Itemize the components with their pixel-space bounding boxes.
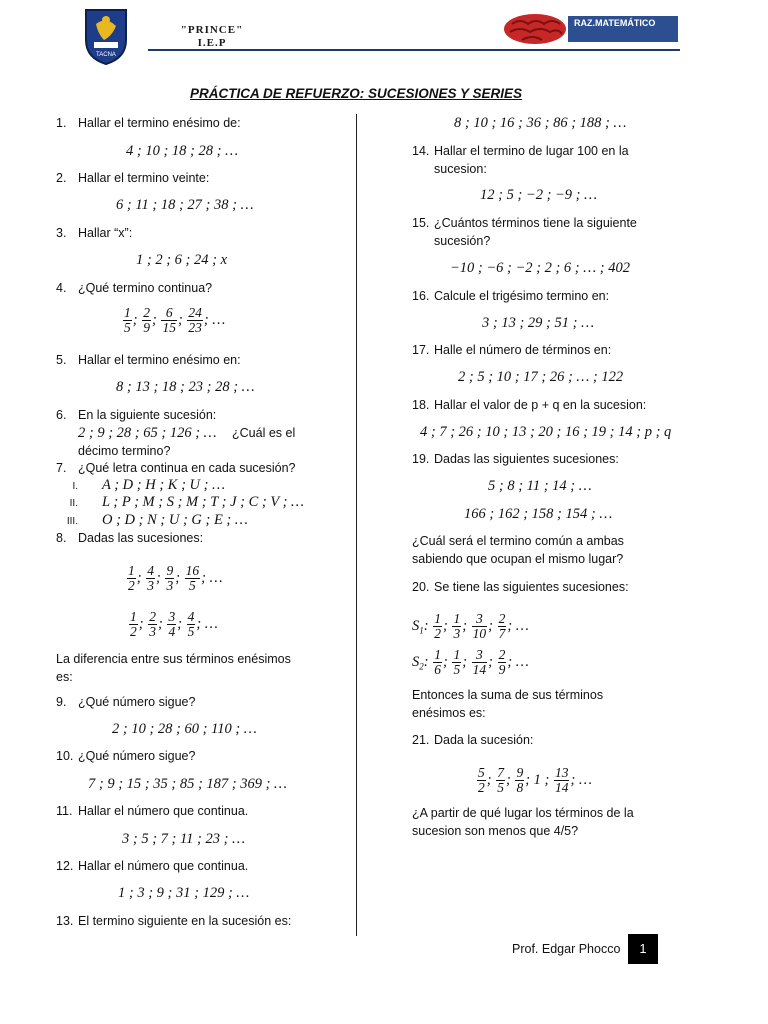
seal-text: TACNA: [96, 52, 116, 58]
fraction-sequence-s2: $S_2$: $\frac{1}{6}$ ; $\frac{1}{5}$ ; $\frac{3}{14}$ ; $\frac{2}{9}$ ; …: [412, 647, 529, 677]
question-number: 4.: [56, 281, 67, 295]
page-title: PRÁCTICA DE REFUERZO: SUCESIONES Y SERIES: [189, 86, 523, 101]
fraction: $\frac{2}{9}$: [498, 647, 506, 677]
fraction: $\frac{3}{10}$: [472, 611, 487, 641]
question-text: ¿Qué termino continua?: [78, 281, 213, 295]
question-text: Calcule el trigésimo termino en:: [434, 289, 610, 303]
question-number: 11.: [56, 804, 73, 818]
question-text: ¿Cuántos términos tiene la siguiente: [434, 216, 637, 230]
question-text-continued: ¿Cuál es el: [232, 426, 296, 440]
fraction: $\frac{24}{23}$: [188, 305, 202, 335]
fraction: $\frac{4}{3}$: [147, 563, 154, 593]
page-number: 1: [628, 934, 658, 964]
question-text: Se tiene las siguientes sucesiones:: [434, 580, 629, 594]
sequence: 4 ; 10 ; 18 ; 28 ; …: [126, 143, 238, 159]
column-divider: [356, 114, 357, 936]
question-text: Hallar el número que continua.: [78, 859, 249, 873]
question-number: 12.: [56, 859, 74, 873]
question-text: Hallar el número que continua.: [78, 804, 249, 818]
question-text: Hallar el termino enésimo de:: [78, 116, 241, 130]
fraction: $\frac{1}{5}$: [124, 305, 131, 335]
question-text: Hallar “x”:: [78, 226, 133, 240]
question-number: 1.: [56, 116, 67, 130]
question-number: 20.: [412, 580, 430, 594]
question-text: Halle el número de términos en:: [434, 343, 612, 357]
question-followup: es:: [56, 670, 73, 684]
question-text-continued: sucesión?: [434, 234, 491, 248]
fraction: $\frac{5}{2}$: [478, 765, 485, 795]
school-name-line1: "PRINCE": [180, 24, 244, 36]
question-text: Dadas las siguientes sucesiones:: [434, 452, 619, 466]
fraction: $\frac{16}{5}$: [185, 563, 200, 593]
fraction: $\frac{1}{5}$: [453, 647, 461, 677]
fraction-sequence-a: $\frac{1}{2}$ ; $\frac{4}{3}$ ; $\frac{9}{3}$ ; $\frac{16}{5}$ ; …: [128, 563, 223, 593]
letter-sequence: L ; P ; M ; S ; M ; T ; J ; C ; V ; …: [102, 494, 304, 510]
fraction: $\frac{2}{9}$: [143, 305, 150, 335]
question-number: 5.: [56, 353, 67, 367]
sequence: 2 ; 9 ; 28 ; 65 ; 126 ; …: [78, 425, 217, 441]
sequence: 12 ; 5 ; −2 ; −9 ; …: [480, 187, 598, 203]
fraction: $\frac{4}{5}$: [187, 609, 195, 639]
question-number: 19.: [412, 452, 430, 466]
school-name: [172, 24, 252, 50]
fraction: $\frac{1}{2}$: [128, 563, 135, 593]
sequence: 4 ; 7 ; 26 ; 10 ; 13 ; 20 ; 16 ; 19 ; 14 ; p ; q: [420, 424, 672, 440]
fraction: $\frac{1}{2}$: [434, 611, 441, 641]
question-text: El termino siguiente en la sucesión es:: [78, 914, 292, 928]
fraction: $\frac{2}{3}$: [149, 609, 156, 639]
fraction: $\frac{9}{8}$: [516, 765, 524, 795]
question-followup: sucesion son menos que 4/5?: [412, 824, 579, 838]
question-text-continued: sucesion:: [434, 162, 487, 176]
fraction-sequence-s1: $S_1$: $\frac{1}{2}$ ; $\frac{1}{3}$ ; $\frac{3}{10}$ ; $\frac{2}{7}$ ; …: [412, 611, 529, 641]
sequence: 2 ; 10 ; 28 ; 60 ; 110 ; …: [112, 721, 257, 737]
question-text: ¿Qué número sigue?: [78, 749, 196, 763]
question-followup: La diferencia entre sus términos enésimos: [56, 652, 291, 666]
question-text: Dadas las sucesiones:: [78, 531, 204, 545]
question-number: 3.: [56, 226, 67, 240]
sequence: 2 ; 5 ; 10 ; 17 ; 26 ; … ; 122: [458, 369, 624, 385]
fraction-sequence-b: $\frac{1}{2}$ ; $\frac{2}{3}$ ; $\frac{3}{4}$ ; $\frac{4}{5}$ ; …: [130, 609, 218, 639]
sequence: 8 ; 10 ; 16 ; 36 ; 86 ; 188 ; …: [454, 115, 627, 131]
author-name: Prof. Edgar Phocco: [512, 942, 621, 956]
question-number: 14.: [412, 144, 430, 158]
sequence: 8 ; 13 ; 18 ; 23 ; 28 ; …: [116, 379, 255, 395]
question-number: 2.: [56, 171, 67, 185]
question-number: 7.: [56, 461, 67, 475]
sequence: 3 ; 5 ; 7 ; 11 ; 23 ; …: [122, 831, 245, 847]
sequence: 1 ; 3 ; 9 ; 31 ; 129 ; …: [118, 885, 250, 901]
sequence: 7 ; 9 ; 15 ; 35 ; 85 ; 187 ; 369 ; …: [88, 776, 287, 792]
question-text: ¿Qué número sigue?: [78, 695, 196, 709]
fraction: $\frac{1}{3}$: [453, 611, 461, 641]
fraction: $\frac{6}{15}$: [162, 305, 176, 335]
sequence: 3 ; 13 ; 29 ; 51 ; …: [482, 315, 594, 331]
question-number: 18.: [412, 398, 430, 412]
question-number: 15.: [412, 216, 430, 230]
fraction: $\frac{9}{3}$: [166, 563, 174, 593]
question-followup: ¿Cuál será el termino común a ambas: [412, 534, 624, 548]
question-number: 16.: [412, 289, 430, 303]
brain-icon: [502, 12, 568, 46]
question-text: En la siguiente sucesión:: [78, 408, 217, 422]
sequence: −10 ; −6 ; −2 ; 2 ; 6 ; … ; 402: [450, 260, 630, 276]
raz-matematico-badge: RAZ.MATEMÁTICO: [568, 16, 678, 42]
question-followup: enésimos es:: [412, 706, 486, 720]
question-number: 17.: [412, 343, 430, 357]
roman-numeral: II.: [69, 498, 78, 509]
sequence: 6 ; 11 ; 18 ; 27 ; 38 ; …: [116, 197, 254, 213]
fraction: $\frac{1}{2}$: [130, 609, 137, 639]
fraction: $\frac{1}{6}$: [434, 647, 441, 677]
question-text-continued: décimo termino?: [78, 444, 171, 458]
question-text: Hallar el termino enésimo en:: [78, 353, 241, 367]
sequence: 1 ; 2 ; 6 ; 24 ; x: [136, 252, 228, 268]
question-number: 21.: [412, 733, 430, 747]
question-number: 10.: [56, 749, 74, 763]
question-number: 8.: [56, 531, 67, 545]
sequence-a: 5 ; 8 ; 11 ; 14 ; …: [488, 478, 592, 494]
question-text: ¿Qué letra continua en cada sucesión?: [78, 461, 296, 475]
roman-numeral: I.: [72, 481, 78, 492]
question-text: Hallar el termino de lugar 100 en la: [434, 144, 629, 158]
fraction: $\frac{2}{7}$: [498, 611, 506, 641]
fraction: $\frac{7}{5}$: [497, 765, 504, 795]
fraction: $\frac{13}{14}$: [554, 765, 569, 795]
question-followup: sabiendo que ocupan el mismo lugar?: [412, 552, 624, 566]
question-followup: Entonces la suma de sus términos: [412, 688, 604, 702]
question-followup: ¿A partir de qué lugar los términos de la: [412, 806, 634, 820]
school-seal-logo: [82, 6, 130, 66]
fraction-sequence: $\frac{1}{5}$ ; $\frac{2}{9}$ ; $\frac{6}{15}$ ; $\frac{24}{23}$ ; …: [124, 305, 226, 335]
question-text: Dada la sucesión:: [434, 733, 534, 747]
fraction: $\frac{3}{4}$: [168, 609, 176, 639]
question-text: Hallar el termino veinte:: [78, 171, 210, 185]
roman-numeral: III.: [66, 516, 78, 527]
header-rule: [148, 49, 680, 51]
letter-sequence: A ; D ; H ; K ; U ; …: [102, 477, 225, 493]
question-number: 9.: [56, 695, 67, 709]
school-name-line2: I.E.P: [197, 37, 227, 49]
fraction-sequence: $\frac{5}{2}$ ; $\frac{7}{5}$ ; $\frac{9}{8}$ ; 1 ; $\frac{13}{14}$ ; …: [478, 765, 592, 795]
letter-sequence: O ; D ; N ; U ; G ; E ; …: [102, 512, 248, 528]
question-text: Hallar el valor de p + q en la sucesion:: [434, 398, 647, 412]
sequence-b: 166 ; 162 ; 158 ; 154 ; …: [464, 506, 613, 522]
question-number: 6.: [56, 408, 67, 422]
fraction: $\frac{3}{14}$: [472, 647, 487, 677]
question-number: 13.: [56, 914, 74, 928]
